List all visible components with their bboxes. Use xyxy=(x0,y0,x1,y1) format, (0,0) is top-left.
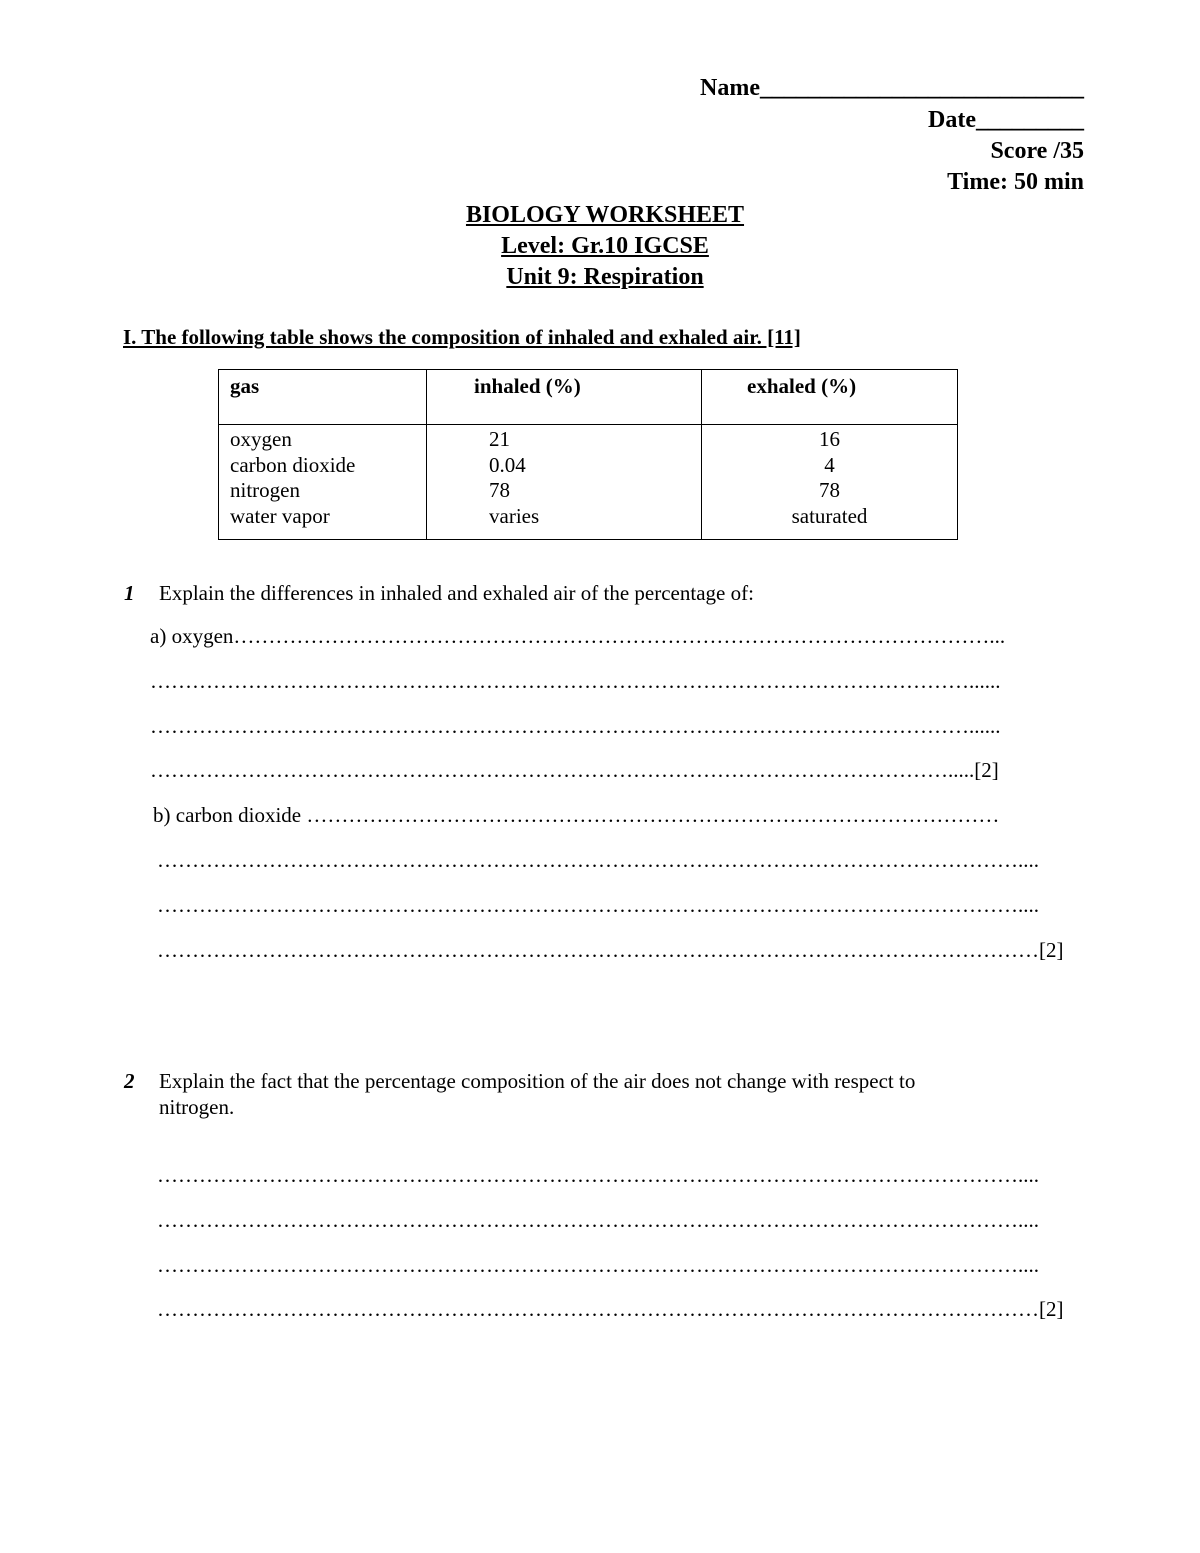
level-title: Level: Gr.10 IGCSE xyxy=(501,233,709,259)
answer-line[interactable]: …………………………………………………………………………………………………….....[2] xyxy=(150,758,999,782)
answer-line[interactable]: ………………………………………………………………………………………………………...... xyxy=(150,669,1001,693)
table-cell: carbon dioxide xyxy=(230,452,356,477)
answer-line[interactable]: …………………………………………………………………………………………………………….... xyxy=(157,1163,1039,1187)
answer-line[interactable]: …………………………………………………………………………………………………………….... xyxy=(157,1208,1039,1232)
table-cell: oxygen xyxy=(230,427,292,451)
answer-line[interactable]: ………………………………………………………………………………………………………...... xyxy=(150,714,1001,738)
table-cell: 78 xyxy=(489,478,510,502)
table-cell: 0.04 xyxy=(489,452,526,477)
time-label: Time: 50 min xyxy=(947,169,1084,195)
table-cell: 16 xyxy=(819,427,840,451)
question-number: 1 xyxy=(124,581,135,605)
column-header-gas: gas xyxy=(219,370,427,425)
table-body-row xyxy=(219,425,958,540)
answer-line[interactable]: ………………………………………………………………………………………………………………[2] xyxy=(157,938,1064,962)
exhaled-column xyxy=(702,425,958,540)
column-header-exhaled: exhaled (%) xyxy=(702,370,958,425)
table-cell: 4 xyxy=(824,452,835,477)
question-text-line-2: nitrogen. xyxy=(159,1095,235,1119)
table-cell: 21 xyxy=(489,427,510,451)
answer-line[interactable]: ………………………………………………………………………………………………………………[2] xyxy=(157,1297,1064,1321)
worksheet-title: BIOLOGY WORKSHEET xyxy=(465,202,745,228)
part-a-label[interactable]: a) oxygen………………………………………………………………………………………………... xyxy=(150,624,1006,648)
answer-line[interactable]: …………………………………………………………………………………………………………….... xyxy=(157,848,1039,872)
gas-column xyxy=(219,425,427,540)
date-field[interactable]: Date_________ xyxy=(928,107,1084,133)
question-text-line-1: Explain the fact that the percentage composition of the air does not change with respect to xyxy=(159,1069,916,1093)
section-1-heading: I. The following table shows the composition of inhaled and exhaled air. [11] xyxy=(123,325,801,349)
score-label: Score /35 xyxy=(990,138,1084,164)
table-header-row xyxy=(219,370,958,425)
question-text: Explain the differences in inhaled and exhaled air of the percentage of: xyxy=(159,581,754,605)
table-cell: nitrogen xyxy=(230,478,300,502)
question-number: 2 xyxy=(124,1069,135,1093)
table-cell: saturated xyxy=(791,503,868,528)
answer-line[interactable]: …………………………………………………………………………………………………………….... xyxy=(157,1253,1039,1277)
inhaled-column xyxy=(427,425,702,540)
table-cell: water vapor xyxy=(230,503,330,528)
unit-title: Unit 9: Respiration xyxy=(506,264,704,290)
name-field[interactable]: Name___________________________ xyxy=(700,75,1084,101)
part-b-label[interactable]: b) carbon dioxide ……………………………………………………………………………………… xyxy=(153,803,1000,827)
air-composition-table xyxy=(218,369,958,540)
table-cell: varies xyxy=(489,503,540,528)
table-cell: 78 xyxy=(819,478,840,502)
column-header-inhaled: inhaled (%) xyxy=(427,370,702,425)
answer-line[interactable]: …………………………………………………………………………………………………………….... xyxy=(157,893,1039,917)
